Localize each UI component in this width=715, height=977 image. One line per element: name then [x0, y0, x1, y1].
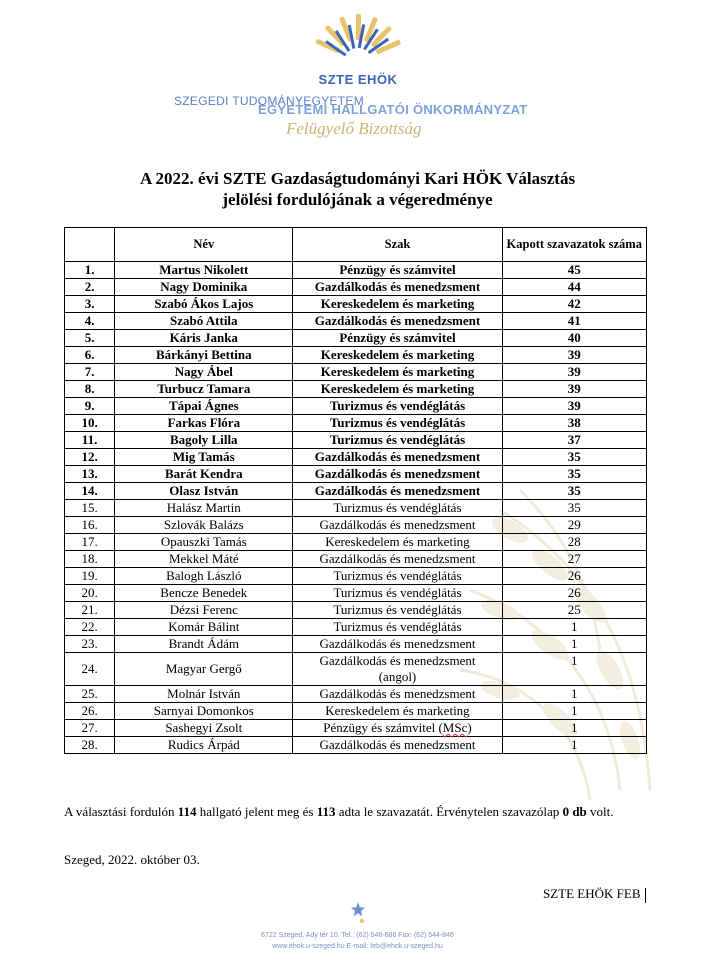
vote-count: 25: [502, 602, 646, 619]
candidate-major: [293, 703, 502, 720]
row-number: 3.: [65, 296, 115, 313]
table-header-row: [65, 228, 647, 262]
results-table: [64, 227, 647, 754]
table-row: [65, 534, 647, 551]
candidate-name: Olasz István: [115, 483, 293, 500]
vote-count: 40: [502, 330, 646, 347]
candidate-major: [293, 449, 502, 466]
row-number: 19.: [65, 568, 115, 585]
major-text: Kereskedelem és marketing: [320, 296, 475, 311]
major-text: Pénzügy és számvitel: [339, 262, 456, 277]
candidate-major: [293, 262, 502, 279]
table-row: [65, 602, 647, 619]
vote-count: 39: [502, 364, 646, 381]
vote-count: 39: [502, 398, 646, 415]
major-text: Kereskedelem és marketing: [325, 534, 470, 549]
star-icon: [351, 902, 365, 924]
signature-block: [543, 886, 646, 903]
table-row: [65, 364, 647, 381]
document-subtitle: jelölési fordulójának a végeredménye: [222, 190, 493, 209]
row-number: 7.: [65, 364, 115, 381]
vote-count: 26: [502, 585, 646, 602]
candidate-major: [293, 500, 502, 517]
major-text: Turizmus és vendéglátás: [329, 432, 466, 447]
candidate-major: [293, 619, 502, 636]
footer-contact: www.ehok.u-szeged.hu E-mail: feb@ehok.u-szeged.hu: [272, 943, 443, 950]
row-number: 20.: [65, 585, 115, 602]
major-text: Turizmus és vendéglátás: [333, 602, 462, 617]
attendance-count: 114: [177, 804, 197, 819]
major-text: Pénzügy és számvitel: [339, 330, 456, 345]
candidate-name: Nagy Ábel: [115, 364, 293, 381]
candidate-name: Mekkel Máté: [115, 551, 293, 568]
vote-count: 41: [502, 313, 646, 330]
vote-count: 37: [502, 432, 646, 449]
major-text: Gazdálkodás és menedzsment: [314, 483, 481, 498]
candidate-name: Bencze Benedek: [115, 585, 293, 602]
vote-count: 1: [502, 653, 646, 686]
candidate-name: Káris Janka: [115, 330, 293, 347]
invalid-count: 0 db: [562, 804, 587, 819]
row-number: 16.: [65, 517, 115, 534]
candidate-major: [293, 636, 502, 653]
table-row: [65, 551, 647, 568]
voted-count: 113: [316, 804, 336, 819]
table-row: [65, 313, 647, 330]
row-number: 21.: [65, 602, 115, 619]
row-number: 27.: [65, 720, 115, 737]
major-text: Turizmus és vendéglátás: [329, 415, 466, 430]
vote-count: 1: [502, 686, 646, 703]
table-row: [65, 636, 647, 653]
candidate-name: Opauszki Tamás: [115, 534, 293, 551]
summary-text: hallgató jelent meg és: [196, 804, 317, 819]
major-text: Turizmus és vendéglátás: [329, 398, 466, 413]
candidate-name: Tápai Ágnes: [115, 398, 293, 415]
org-university: SZEGEDI TUDOMÁNYEGYETEM: [174, 94, 365, 108]
candidate-major: [293, 720, 502, 737]
vote-count: 1: [502, 619, 646, 636]
table-row: [65, 500, 647, 517]
row-number: 15.: [65, 500, 115, 517]
vote-count: 39: [502, 381, 646, 398]
vote-count: 45: [502, 262, 646, 279]
candidate-name: Brandt Ádám: [115, 636, 293, 653]
table-row: [65, 415, 647, 432]
row-number: 6.: [65, 347, 115, 364]
major-text: Gazdálkodás és menedzsment: [319, 517, 476, 532]
vote-count: 42: [502, 296, 646, 313]
row-number: 26.: [65, 703, 115, 720]
row-number: 1.: [65, 262, 115, 279]
header-number: [65, 228, 115, 262]
major-text: Turizmus és vendéglátás: [333, 619, 462, 634]
table-row: [65, 585, 647, 602]
major-text: Turizmus és vendéglátás: [333, 500, 462, 515]
vote-count: 1: [502, 703, 646, 720]
major-text: Gazdálkodás és menedzsment: [314, 466, 481, 481]
vote-count: 29: [502, 517, 646, 534]
candidate-name: Mig Tamás: [115, 449, 293, 466]
major-text: Gazdálkodás és menedzsment: [314, 449, 481, 464]
candidate-major: [293, 296, 502, 313]
row-number: 25.: [65, 686, 115, 703]
logo-text: SZTE EHÖK: [318, 72, 398, 87]
candidate-major: [293, 415, 502, 432]
vote-count: 26: [502, 568, 646, 585]
major-text: Gazdálkodás és menedzsment: [319, 653, 476, 668]
candidate-name: Szabó Ákos Lajos: [115, 296, 293, 313]
candidate-name: Szlovák Balázs: [115, 517, 293, 534]
major-text: Gazdálkodás és menedzsment: [314, 313, 481, 328]
row-number: 9.: [65, 398, 115, 415]
candidate-major: [293, 483, 502, 500]
candidate-name: Balogh László: [115, 568, 293, 585]
major-text: Gazdálkodás és menedzsment: [319, 551, 476, 566]
row-number: 5.: [65, 330, 115, 347]
footer-address: 6722 Szeged, Ady tér 10. Tel.: (62) 546-686 Fax: (62) 544-846: [261, 932, 454, 939]
table-row: [65, 296, 647, 313]
row-number: 24.: [65, 653, 115, 686]
candidate-name: Bárkányi Bettina: [115, 347, 293, 364]
szte-ehok-logo: [300, 10, 416, 87]
major-text: Kereskedelem és marketing: [320, 347, 475, 362]
header-name: Név: [115, 228, 293, 262]
vote-count: 44: [502, 279, 646, 296]
table-row: [65, 347, 647, 364]
row-number: 8.: [65, 381, 115, 398]
table-row: [65, 466, 647, 483]
table-row: [65, 517, 647, 534]
table-row: [65, 720, 647, 737]
table-row: [65, 737, 647, 754]
candidate-major: [293, 737, 502, 754]
candidate-name: Nagy Dominika: [115, 279, 293, 296]
vote-count: 35: [502, 483, 646, 500]
row-number: 14.: [65, 483, 115, 500]
candidate-major: [293, 432, 502, 449]
candidate-name: Sarnyai Domonkos: [115, 703, 293, 720]
summary-text: volt.: [586, 804, 614, 819]
major-degree: MSc: [442, 720, 468, 735]
major-text-end: ): [467, 720, 472, 735]
major-text: Gazdálkodás és menedzsment: [319, 686, 476, 701]
vote-count: 39: [502, 347, 646, 364]
major-text: Gazdálkodás és menedzsment: [319, 636, 476, 651]
major-text: Kereskedelem és marketing: [325, 703, 470, 718]
major-text: Gazdálkodás és menedzsment: [319, 737, 476, 752]
candidate-name: Rudics Árpád: [115, 737, 293, 754]
major-text: Turizmus és vendéglátás: [333, 585, 462, 600]
candidate-name: Martus Nikolett: [115, 262, 293, 279]
candidate-name: Bagoly Lilla: [115, 432, 293, 449]
major-text: Turizmus és vendéglátás: [333, 568, 462, 583]
major-text: Pénzügy és számvitel (: [323, 720, 443, 735]
candidate-major: [293, 398, 502, 415]
candidate-major: [293, 279, 502, 296]
row-number: 17.: [65, 534, 115, 551]
row-number: 18.: [65, 551, 115, 568]
vote-count: 38: [502, 415, 646, 432]
table-row: [65, 449, 647, 466]
table-row: [65, 279, 647, 296]
candidate-major: [293, 517, 502, 534]
vote-count: 28: [502, 534, 646, 551]
row-number: 28.: [65, 737, 115, 754]
table-row: [65, 398, 647, 415]
row-number: 10.: [65, 415, 115, 432]
table-row: [65, 330, 647, 347]
candidate-major: [293, 551, 502, 568]
candidate-major: [293, 313, 502, 330]
candidate-name: Magyar Gergő: [115, 653, 293, 686]
candidate-major: [293, 568, 502, 585]
candidate-major: [293, 653, 502, 686]
major-text: Kereskedelem és marketing: [320, 364, 475, 379]
candidate-name: Turbucz Tamara: [115, 381, 293, 398]
major-text: Kereskedelem és marketing: [320, 381, 475, 396]
candidate-major: [293, 347, 502, 364]
candidate-major: [293, 585, 502, 602]
vote-count: 35: [502, 500, 646, 517]
candidate-major: [293, 534, 502, 551]
summary-paragraph: [64, 802, 647, 821]
candidate-major: [293, 686, 502, 703]
text-cursor: [645, 888, 646, 903]
candidate-name: Molnár István: [115, 686, 293, 703]
vote-count: 27: [502, 551, 646, 568]
candidate-major: [293, 466, 502, 483]
table-row: [65, 653, 647, 686]
sunburst-logo-icon: [300, 10, 416, 70]
table-row: [65, 483, 647, 500]
table-row: [65, 432, 647, 449]
table-row: [65, 568, 647, 585]
row-number: 4.: [65, 313, 115, 330]
candidate-major: [293, 602, 502, 619]
org-supervisory-board: Felügyelő Bizottság: [286, 119, 422, 138]
vote-count: 35: [502, 449, 646, 466]
candidate-major: [293, 364, 502, 381]
table-row: [65, 619, 647, 636]
vote-count: 1: [502, 737, 646, 754]
vote-count: 1: [502, 720, 646, 737]
row-number: 13.: [65, 466, 115, 483]
candidate-name: Szabó Attila: [115, 313, 293, 330]
row-number: 22.: [65, 619, 115, 636]
candidate-major: [293, 330, 502, 347]
summary-text: adta le szavazatát. Érvénytelen szavazólap: [335, 804, 563, 819]
table-row: [65, 703, 647, 720]
row-number: 23.: [65, 636, 115, 653]
signature-text: SZTE EHÖK FEB: [543, 886, 641, 901]
major-text: Gazdálkodás és menedzsment: [314, 279, 481, 294]
candidate-name: Komár Bálint: [115, 619, 293, 636]
vote-count: 35: [502, 466, 646, 483]
candidate-major: [293, 381, 502, 398]
candidate-name: Farkas Flóra: [115, 415, 293, 432]
org-student-union: EGYETEMI HALLGATÓI ÖNKORMÁNYZAT: [258, 102, 528, 117]
candidate-name: Sashegyi Zsolt: [115, 720, 293, 737]
candidate-name: Barát Kendra: [115, 466, 293, 483]
row-number: 2.: [65, 279, 115, 296]
table-row: [65, 262, 647, 279]
candidate-name: Halász Martin: [115, 500, 293, 517]
major-note: (angol): [378, 669, 417, 684]
table-row: [65, 381, 647, 398]
document-title: A 2022. évi SZTE Gazdaságtudományi Kari HÖK Választás: [139, 169, 576, 188]
header-major: Szak: [293, 228, 502, 262]
table-row: [65, 686, 647, 703]
vote-count: 1: [502, 636, 646, 653]
summary-text: A választási fordulón: [64, 804, 178, 819]
document-date: Szeged, 2022. október 03.: [64, 852, 200, 867]
header-votes: Kapott szavazatok száma: [502, 228, 646, 262]
candidate-name: Dézsi Ferenc: [115, 602, 293, 619]
row-number: 11.: [65, 432, 115, 449]
row-number: 12.: [65, 449, 115, 466]
